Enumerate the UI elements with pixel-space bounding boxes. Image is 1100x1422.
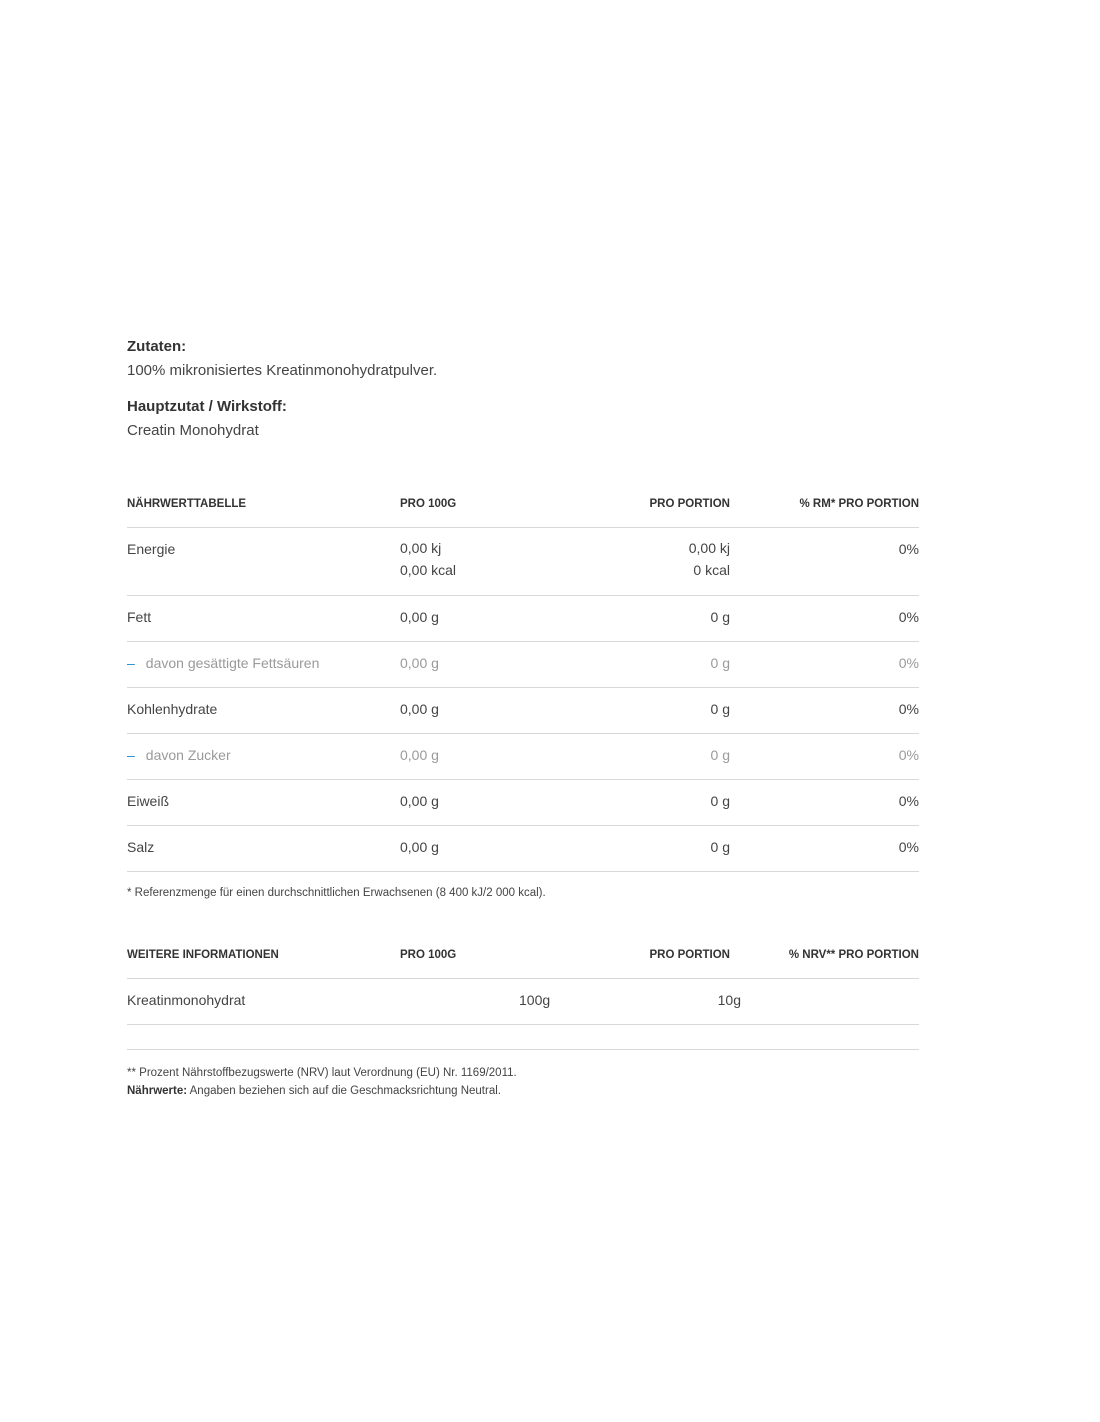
row-per100: 100g bbox=[519, 992, 551, 1008]
row-portion bbox=[550, 528, 730, 596]
nutrition-table bbox=[127, 481, 919, 872]
ingredients-text: 100% mikronisiertes Kreatinmonohydratpulver. bbox=[127, 362, 438, 379]
table-row bbox=[127, 780, 919, 826]
nutrition-content bbox=[127, 337, 919, 1100]
nrv-note: ** Prozent Nährstoffbezugswerte (NRV) laut Verordnung (EU) Nr. 1169/2011. bbox=[127, 1067, 517, 1079]
row-per100: 0,00 g bbox=[400, 596, 550, 642]
row-rm: 0% bbox=[730, 642, 919, 688]
row-name-cell bbox=[127, 734, 400, 780]
value-kj: 0,00 kj bbox=[688, 540, 730, 556]
value-kcal: 0,00 kcal bbox=[400, 562, 457, 578]
value-kcal: 0 kcal bbox=[693, 562, 730, 578]
values-note-label: Nährwerte: bbox=[127, 1085, 188, 1097]
table-row bbox=[127, 826, 919, 872]
row-portion: 0 g bbox=[550, 780, 730, 826]
row-rm: 0% bbox=[730, 826, 919, 872]
values-note bbox=[127, 1082, 919, 1100]
row-portion: 0 g bbox=[550, 688, 730, 734]
row-name: davon Zucker bbox=[145, 747, 231, 763]
divider bbox=[127, 1049, 919, 1050]
row-name: davon gesättigte Fettsäuren bbox=[145, 655, 320, 671]
row-per100: 0,00 g bbox=[400, 826, 550, 872]
row-per100-cell bbox=[400, 979, 550, 1025]
table-row bbox=[127, 734, 919, 780]
row-rm: 0% bbox=[730, 528, 919, 596]
main-ingredient-section bbox=[127, 397, 919, 441]
row-portion: 0 g bbox=[550, 596, 730, 642]
ingredients-label: Zutaten: bbox=[127, 338, 187, 355]
row-portion: 0 g bbox=[550, 642, 730, 688]
row-per100: 0,00 g bbox=[400, 688, 550, 734]
row-portion-cell bbox=[550, 979, 741, 1025]
main-ingredient-label: Hauptzutat / Wirkstoff: bbox=[127, 398, 287, 415]
sub-item-dash: – bbox=[127, 655, 135, 671]
row-name: Energie bbox=[127, 528, 400, 596]
reference-footnote: * Referenzmenge für einen durchschnittlichen Erwachsenen (8 400 kJ/2 000 kcal). bbox=[127, 887, 546, 899]
header-nutrition-table: NÄHRWERTTABELLE bbox=[127, 481, 400, 528]
row-name: Salz bbox=[127, 826, 400, 872]
row-nrv bbox=[730, 979, 919, 1025]
row-rm: 0% bbox=[730, 596, 919, 642]
row-rm: 0% bbox=[730, 734, 919, 780]
row-name: Fett bbox=[127, 596, 400, 642]
value-kj: 0,00 kj bbox=[400, 540, 442, 556]
table-row bbox=[127, 528, 919, 596]
values-note-text: Angaben beziehen sich auf die Geschmacksrichtung Neutral. bbox=[189, 1085, 501, 1097]
header-per-100g: PRO 100G bbox=[400, 481, 550, 528]
sub-item-dash: – bbox=[127, 747, 135, 763]
more-info-header-row bbox=[127, 932, 919, 979]
row-name-cell bbox=[127, 642, 400, 688]
row-per100: 0,00 g bbox=[400, 642, 550, 688]
header-nrv-per-portion: % NRV** PRO PORTION bbox=[730, 932, 919, 979]
header-more-info: WEITERE INFORMATIONEN bbox=[127, 932, 400, 979]
row-per100: 0,00 g bbox=[400, 734, 550, 780]
ingredients-section bbox=[127, 337, 919, 381]
header-rm-per-portion: % RM* PRO PORTION bbox=[730, 481, 919, 528]
table-row bbox=[127, 642, 919, 688]
header-per-100g: PRO 100G bbox=[400, 932, 550, 979]
row-portion: 0 g bbox=[550, 826, 730, 872]
header-per-portion: PRO PORTION bbox=[550, 932, 730, 979]
table-row bbox=[127, 596, 919, 642]
row-rm: 0% bbox=[730, 688, 919, 734]
row-name: Kreatinmonohydrat bbox=[127, 979, 400, 1025]
nutrition-header-row bbox=[127, 481, 919, 528]
row-name: Kohlenhydrate bbox=[127, 688, 400, 734]
row-per100 bbox=[400, 528, 550, 596]
more-info-table bbox=[127, 932, 919, 1025]
row-portion: 10g bbox=[717, 992, 741, 1008]
notes-section bbox=[127, 1064, 919, 1100]
row-rm: 0% bbox=[730, 780, 919, 826]
main-ingredient-text: Creatin Monohydrat bbox=[127, 422, 259, 439]
table-row bbox=[127, 979, 919, 1025]
row-name: Eiweiß bbox=[127, 780, 400, 826]
table-row bbox=[127, 688, 919, 734]
header-per-portion: PRO PORTION bbox=[550, 481, 730, 528]
row-portion: 0 g bbox=[550, 734, 730, 780]
row-per100: 0,00 g bbox=[400, 780, 550, 826]
